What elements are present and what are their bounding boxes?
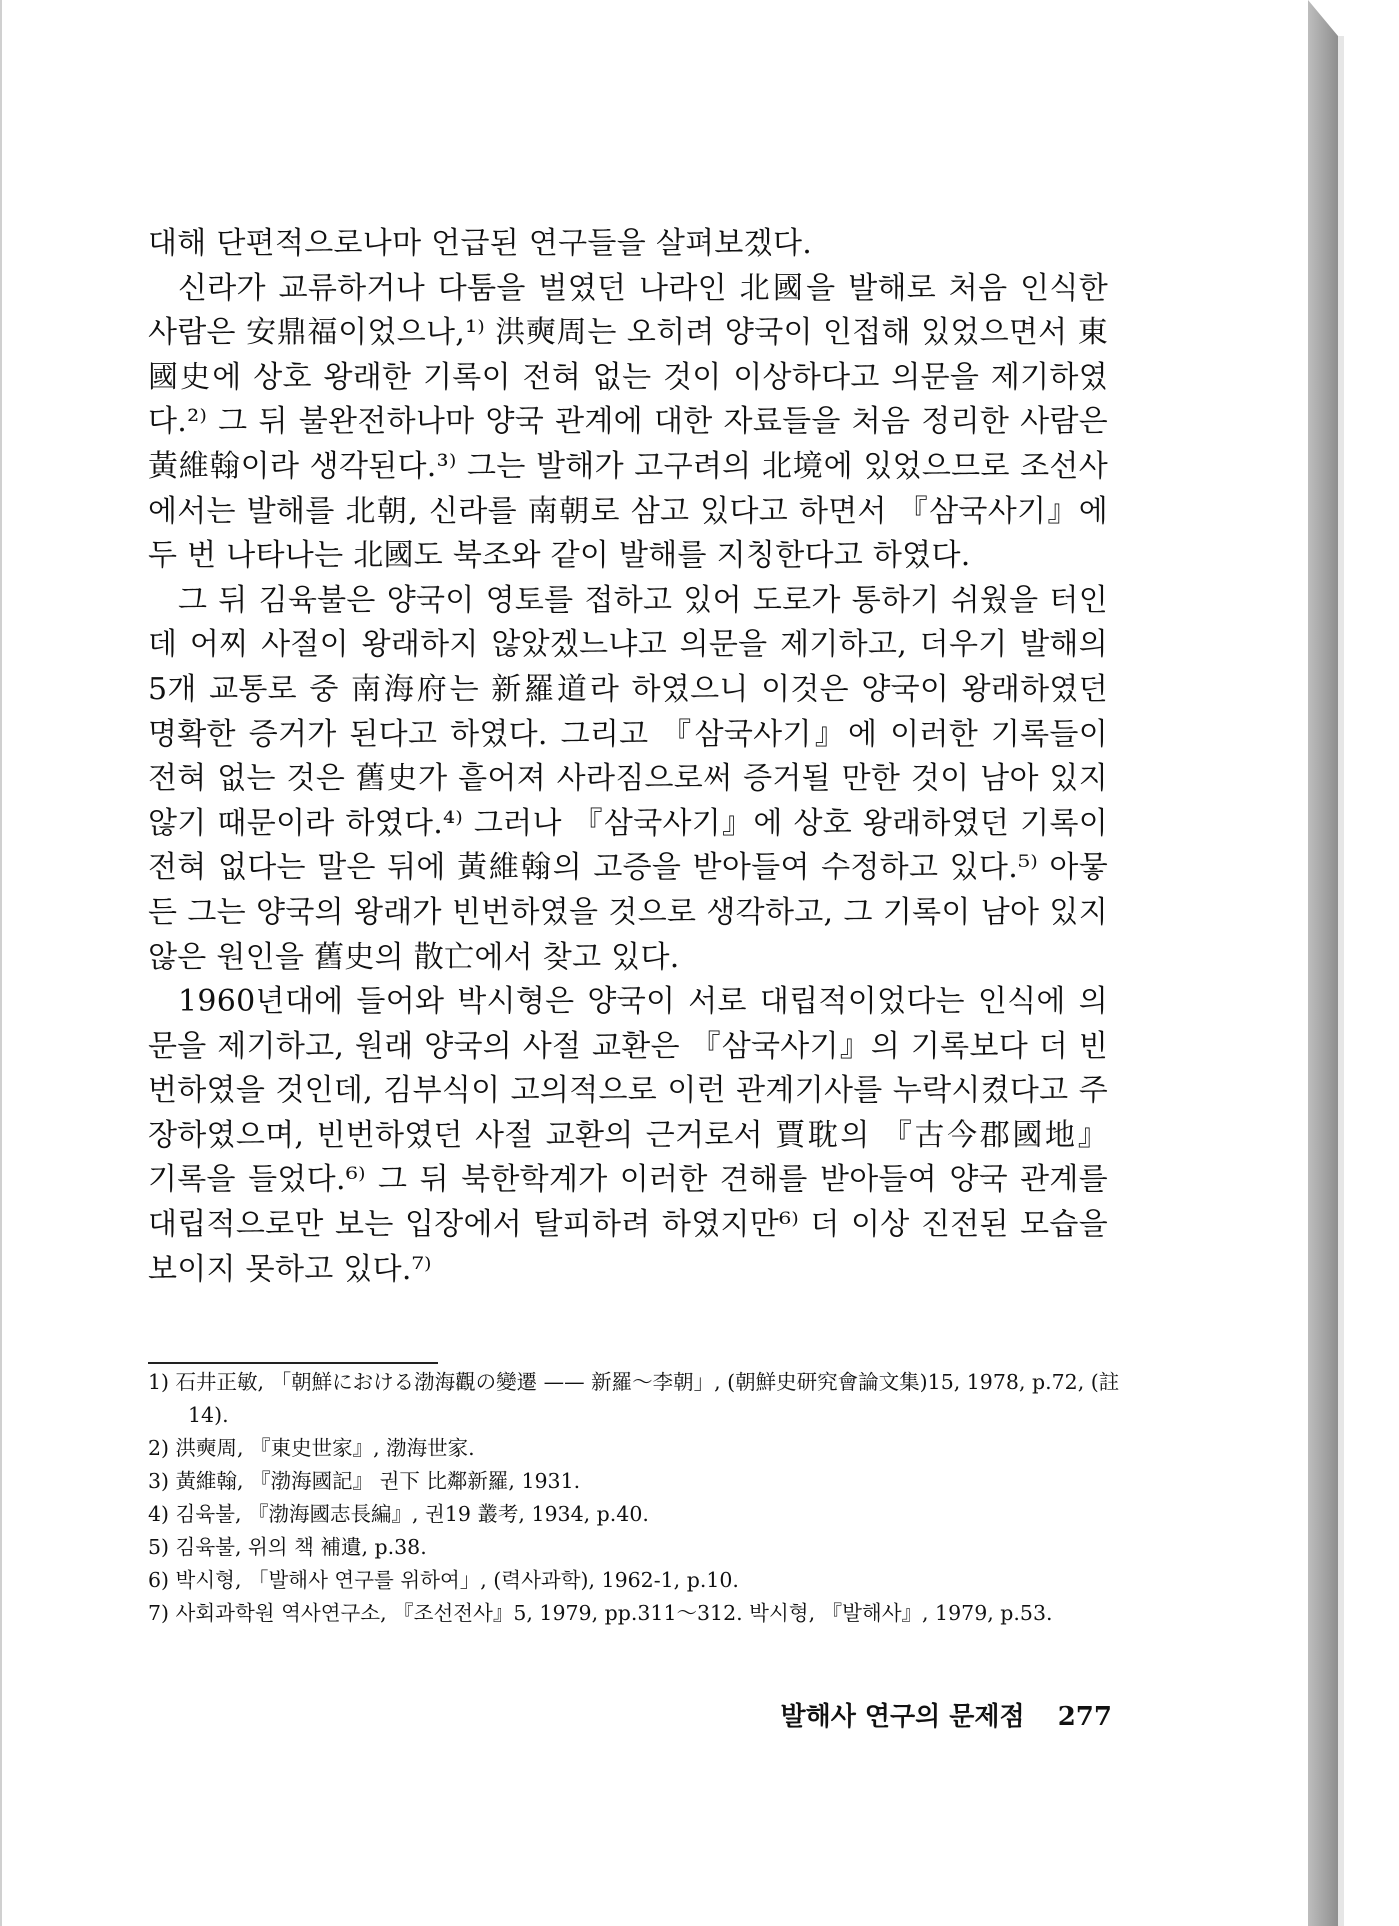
footnote-divider	[148, 1362, 438, 1364]
footnotes	[148, 1366, 1128, 1630]
running-title: 발해사 연구의 문제점	[780, 1702, 1025, 1732]
footnote-2: 2) 洪奭周, 『東史世家』, 渤海世家.	[148, 1436, 475, 1460]
paragraph-2: 신라가 교류하거나 다툼을 벌였던 나라인 北國을 발해로 처음 인식한 사람은 安鼎福이었으나,¹⁾ 洪奭周는 오히려 양국이 인접해 있었으면서 東國史에 상호 왕래한 기록이 전혀 없는 것이 이상하다고 의문을 제기하였다.²⁾ 그 뒤 불완전하나마 양국 관계에 대한 자료들을 처음 정리한 사람은 黃維翰이라 생각된다.³⁾ 그는 발해가 고구려의 北境에 있었으므로 조선사에서는 발해를 北朝, 신라를 南朝로 삼고 있다고 하면서 『삼국사기』에 두 번 나타나는 北國도 북조와 같이 발해를 지칭한다고 하였다.	[148, 270, 1108, 574]
footnote-3: 3) 黃維翰, 『渤海國記』 권下 比鄰新羅, 1931.	[148, 1469, 581, 1493]
footnote-6: 6) 박시형, 「발해사 연구를 위하여」, (력사과학), 1962-1, p.10.	[148, 1568, 739, 1592]
page-edge-highlight	[1338, 36, 1344, 1926]
paragraph-4: 1960년대에 들어와 박시형은 양국이 서로 대립적이었다는 인식에 의문을 제기하고, 원래 양국의 사절 교환은 『삼국사기』의 기록보다 더 빈번하였을 것인데, 김부식이 고의적으로 이런 관계기사를 누락시켰다고 주장하였으며, 빈번하였던 사절 교환의 근거로서 賈耽의 『古今郡國地』 기록을 들었다.⁶⁾ 그 뒤 북한학계가 이러한 견해를 받아들여 양국 관계를 대립적으로만 보는 입장에서 탈피하려 하였지만⁶⁾ 더 이상 진전된 모습을 보이지 못하고 있다.⁷⁾	[148, 984, 1108, 1287]
footnote-4: 4) 김육불, 『渤海國志長編』, 권19 叢考, 1934, p.40.	[148, 1502, 649, 1526]
paragraph-3: 그 뒤 김육불은 양국이 영토를 접하고 있어 도로가 통하기 쉬웠을 터인데 어찌 사절이 왕래하지 않았겠느냐고 의문을 제기하고, 더우기 발해의 5개 교통로 중 南海府는 新羅道라 하였으니 이것은 양국이 왕래하였던 명확한 증거가 된다고 하였다. 그리고 『삼국사기』에 이러한 기록들이 전혀 없는 것은 舊史가 흩어져 사라짐으로써 증거될 만한 것이 남아 있지 않기 때문이라 하였다.⁴⁾ 그러나 『삼국사기』에 상호 왕래하였던 기록이 전혀 없다는 말은 뒤에 黃維翰의 고증을 받아들여 수정하고 있다.⁵⁾ 아뭏든 그는 양국의 왕래가 빈번하였을 것으로 생각하고, 그 기록이 남아 있지 않은 원인을 舊史의 散亡에서 찾고 있다.	[148, 582, 1108, 975]
page-number: 277	[1057, 1702, 1112, 1732]
footnote-5: 5) 김육불, 위의 책 補遺, p.38.	[148, 1535, 427, 1559]
page-edge-shadow	[1308, 0, 1338, 1926]
page-footer	[522, 1696, 1112, 1733]
paragraph-1: 대해 단편적으로나마 언급된 연구들을 살펴보겠다.	[148, 226, 813, 261]
footnote-1: 1) 石井正敏, 「朝鮮における渤海觀の變遷 —— 新羅～李朝」, (朝鮮史研究會論文集)15, 1978, p.72, (註14).	[148, 1370, 1120, 1427]
footnote-7: 7) 사회과학원 역사연구소, 『조선전사』5, 1979, pp.311～312. 박시형, 『발해사』, 1979, p.53.	[148, 1601, 1053, 1625]
body-text	[148, 222, 1108, 1292]
